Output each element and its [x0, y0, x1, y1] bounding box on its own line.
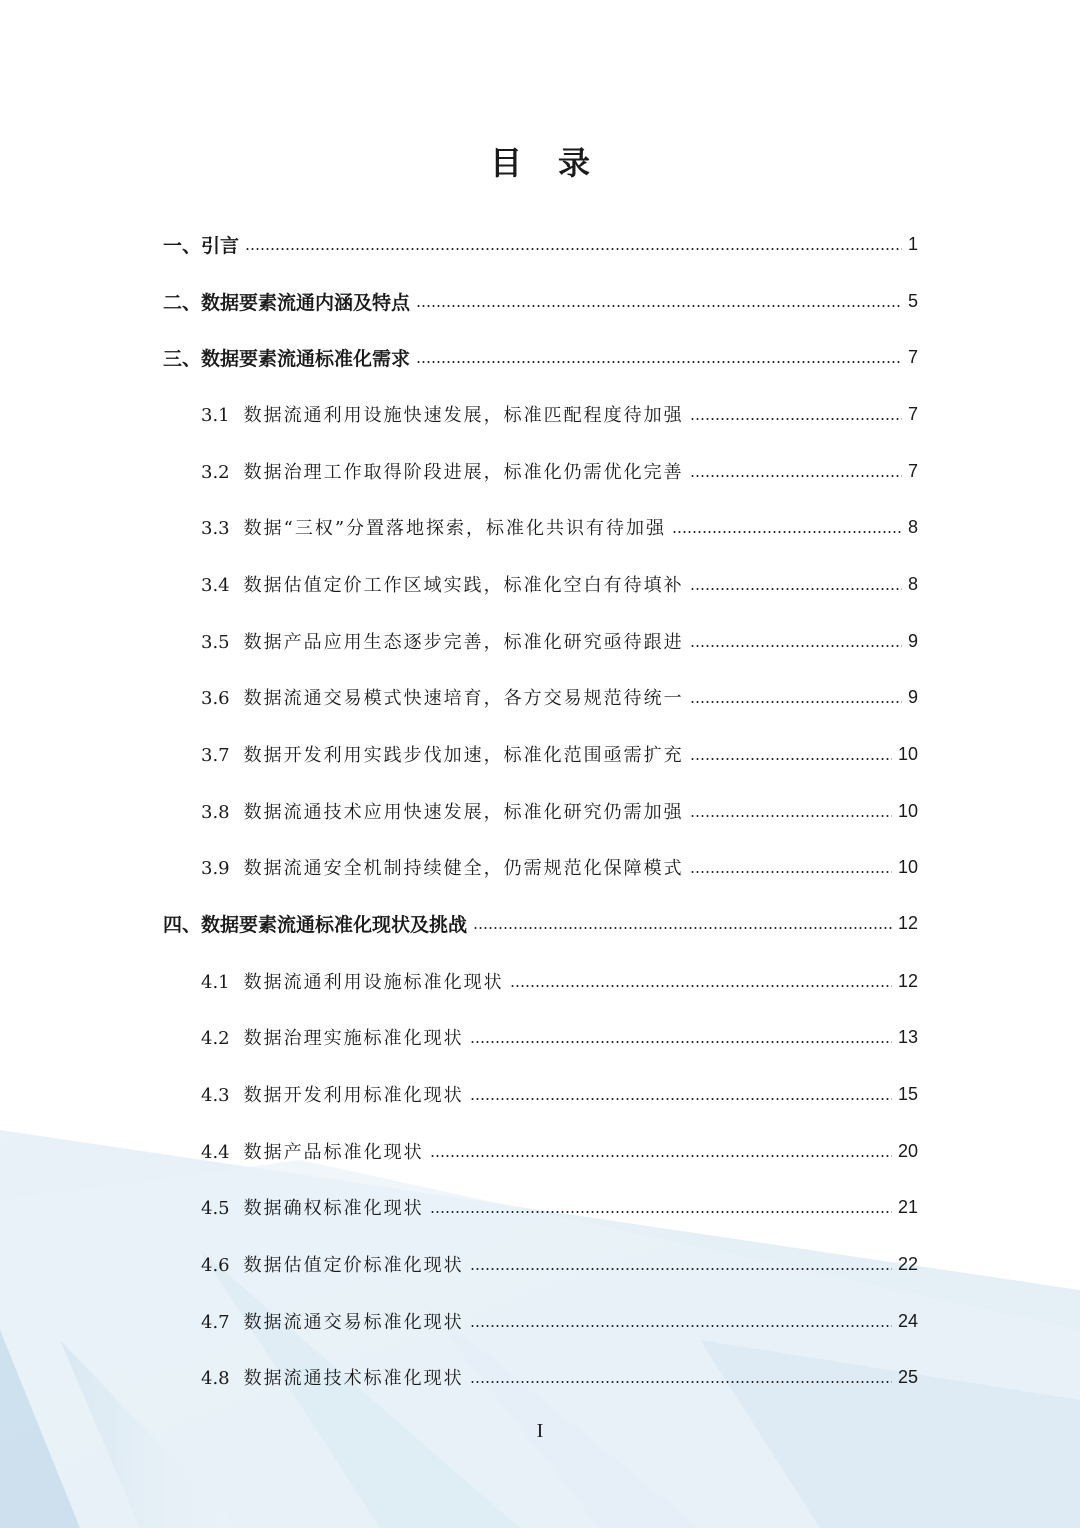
toc-section-number: 4.7: [201, 1312, 230, 1333]
toc-entry-title: [201, 571, 684, 597]
toc-entry[interactable]: [201, 386, 918, 442]
toc-section-number: 3.2: [201, 462, 230, 483]
toc-entry-label: 数据产品应用生态逐步完善，标准化研究亟待跟进: [243, 632, 684, 653]
page-folio: I: [536, 1420, 544, 1442]
toc-page-number: 10: [897, 743, 918, 764]
toc-entry[interactable]: [201, 613, 918, 669]
toc-entry[interactable]: [201, 783, 918, 839]
dot-leader: [470, 1041, 892, 1043]
toc-entry-title: [201, 684, 684, 710]
dot-leader: [470, 1381, 892, 1383]
toc-entry-title: 二、数据要素流通内涵及特点: [163, 291, 411, 314]
toc-entry-title: [201, 1081, 464, 1107]
toc-page-number: 25: [897, 1366, 918, 1387]
toc-page-number: 8: [907, 573, 918, 594]
toc-page-number: 12: [897, 970, 918, 991]
dot-leader: [672, 531, 902, 533]
toc-page-number: 24: [897, 1310, 918, 1331]
toc-entry-title: [201, 628, 684, 654]
toc-entry-title: [201, 1194, 424, 1220]
toc-entry-label: 数据估值定价标准化现状: [243, 1255, 464, 1276]
dot-leader: [690, 871, 892, 873]
toc-section-number: 3.7: [201, 745, 230, 766]
dot-leader: [430, 1211, 892, 1213]
toc-entry-title: [201, 968, 504, 994]
dot-leader: [690, 701, 902, 703]
toc-entry-title: 四、数据要素流通标准化现状及挑战: [163, 913, 468, 936]
dot-leader: [430, 1155, 892, 1157]
toc-entry[interactable]: [201, 953, 918, 1009]
toc-entry-title: [201, 458, 684, 484]
toc-page-number: 7: [907, 346, 918, 367]
toc-page-number: 9: [907, 686, 918, 707]
dot-leader: [245, 248, 902, 250]
toc-entry[interactable]: [163, 329, 918, 385]
toc-section-number: 3.6: [201, 688, 230, 709]
dot-leader: [690, 475, 902, 477]
toc-entry[interactable]: [201, 499, 918, 555]
toc-entry[interactable]: [201, 443, 918, 499]
toc-entry-title: [201, 854, 684, 880]
dot-leader: [416, 361, 902, 363]
toc-section-number: 3.1: [201, 405, 230, 426]
toc-page-number: 15: [897, 1083, 918, 1104]
toc-page-number: 10: [897, 856, 918, 877]
title-char: 目: [489, 144, 522, 182]
toc-page-number: 20: [897, 1140, 918, 1161]
toc-entry-label: 数据流通技术应用快速发展，标准化研究仍需加强: [243, 802, 684, 823]
dot-leader: [470, 1268, 892, 1270]
title-char: 录: [558, 144, 591, 182]
toc-page-number: 21: [897, 1196, 918, 1217]
toc-entry[interactable]: [163, 216, 918, 272]
toc-entry-title: [201, 401, 684, 427]
toc-entry[interactable]: [163, 273, 918, 329]
toc-section-number: 4.6: [201, 1255, 230, 1276]
toc-page-number: 7: [907, 460, 918, 481]
toc-entry-title: [201, 798, 684, 824]
toc-entry-label: 数据治理实施标准化现状: [243, 1028, 464, 1049]
dot-leader: [690, 588, 902, 590]
toc-section-number: 4.5: [201, 1198, 230, 1219]
toc-section-number: 3.9: [201, 858, 230, 879]
toc-entry-label: 数据估值定价工作区域实践，标准化空白有待填补: [243, 575, 684, 596]
toc-entry[interactable]: [201, 1009, 918, 1065]
toc-entry-label: 数据流通利用设施标准化现状: [243, 972, 504, 993]
dot-leader: [690, 645, 902, 647]
toc-entry-title: [201, 1138, 424, 1164]
toc-entry[interactable]: [201, 1066, 918, 1122]
dot-leader: [473, 927, 892, 929]
toc-entry-label: 数据产品标准化现状: [243, 1142, 424, 1163]
toc-section-number: 4.2: [201, 1028, 230, 1049]
toc-entry-title: [201, 1251, 464, 1277]
toc-entry-title: 一、引言: [163, 234, 240, 257]
dot-leader: [690, 815, 892, 817]
toc-section-number: 4.4: [201, 1142, 230, 1163]
toc-page-number: 7: [907, 403, 918, 424]
toc-section-number: 3.4: [201, 575, 230, 596]
toc-section-number: 3.5: [201, 632, 230, 653]
dot-leader: [690, 418, 902, 420]
dot-leader: [416, 305, 902, 307]
toc-section-number: 3.8: [201, 802, 230, 823]
toc-entry-label: 数据确权标准化现状: [243, 1198, 424, 1219]
toc-page-number: 5: [907, 290, 918, 311]
toc-section-number: 4.3: [201, 1085, 230, 1106]
toc-entry[interactable]: [201, 1179, 918, 1235]
toc-page-number: 12: [897, 912, 918, 933]
dot-leader: [690, 758, 892, 760]
toc-entry-label: 数据开发利用实践步伐加速，标准化范围亟需扩充: [243, 745, 684, 766]
toc-entry[interactable]: [163, 895, 918, 951]
toc-entry-title: [201, 741, 684, 767]
toc-entry-label: 数据开发利用标准化现状: [243, 1085, 464, 1106]
toc-entry[interactable]: [201, 726, 918, 782]
toc-section-number: 3.3: [201, 518, 230, 539]
toc-page-number: 13: [897, 1026, 918, 1047]
toc-entry-label: 数据流通交易模式快速培育，各方交易规范待统一: [243, 688, 684, 709]
toc-entry-title: [201, 1024, 464, 1050]
toc-entry[interactable]: [201, 1236, 918, 1292]
toc-entry-title: [201, 514, 666, 540]
toc-entry-label: 数据治理工作取得阶段进展，标准化仍需优化完善: [243, 462, 684, 483]
toc-page-number: 8: [907, 516, 918, 537]
toc-entry-label: 数据流通技术标准化现状: [243, 1368, 464, 1389]
toc-section-number: 4.8: [201, 1368, 230, 1389]
dot-leader: [470, 1325, 892, 1327]
toc-page-number: 9: [907, 630, 918, 651]
page-title: [0, 138, 1080, 184]
toc-entry[interactable]: [201, 556, 918, 612]
toc-page-number: 10: [897, 800, 918, 821]
toc-entry[interactable]: [201, 1123, 918, 1179]
toc-page-number: 22: [897, 1253, 918, 1274]
toc-entry[interactable]: [201, 1293, 918, 1349]
toc-entry-label: 数据“三权”分置落地探索，标准化共识有待加强: [243, 518, 667, 539]
toc-entry-title: [201, 1308, 464, 1334]
toc-entry-label: 数据流通安全机制持续健全，仍需规范化保障模式: [243, 858, 684, 879]
toc-page-number: 1: [907, 233, 918, 254]
toc-section-number: 4.1: [201, 972, 230, 993]
dot-leader: [510, 985, 892, 987]
toc-entry-title: [201, 1364, 464, 1390]
dot-leader: [470, 1098, 892, 1100]
toc-entry-label: 数据流通交易标准化现状: [243, 1312, 464, 1333]
toc-entry[interactable]: [201, 1349, 918, 1405]
toc-entry[interactable]: [201, 839, 918, 895]
toc-entry[interactable]: [201, 669, 918, 725]
toc-entry-title: 三、数据要素流通标准化需求: [163, 347, 411, 370]
toc-entry-label: 数据流通利用设施快速发展，标准匹配程度待加强: [243, 405, 684, 426]
